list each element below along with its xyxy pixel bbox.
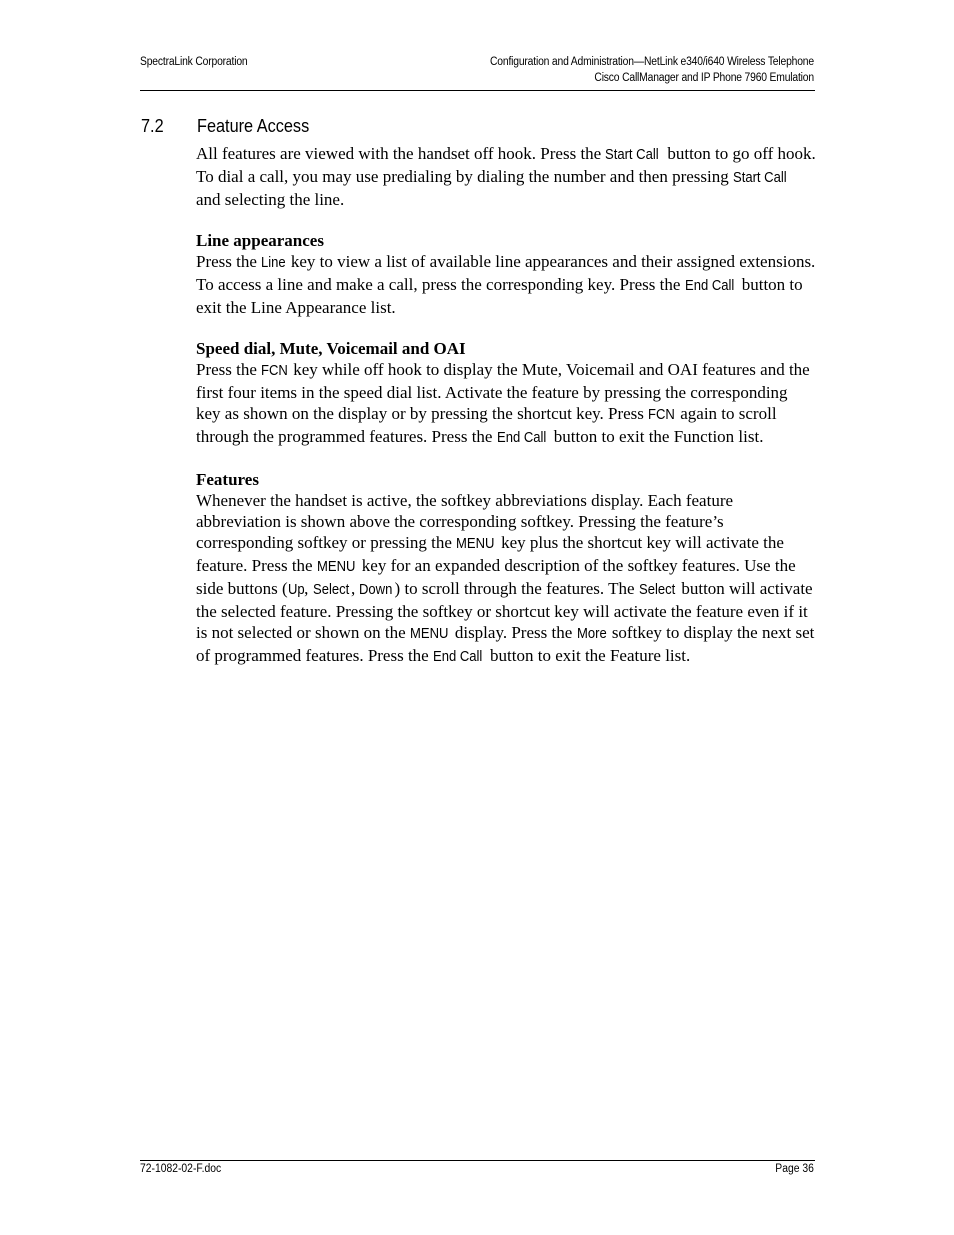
- text: key plus the shortcut key will activate the feature. Press the: [196, 533, 784, 575]
- key-name: Select: [312, 582, 349, 598]
- text: Whenever the handset is active, the softkey abbreviations display. Each feature abbreviation is shown above the corresponding softkey. Pressing the feature’s corresponding softkey or pressing the: [196, 491, 734, 552]
- text: ) to scroll through the features. The: [394, 579, 639, 598]
- section-body: [196, 143, 816, 688]
- header-title-line1: Configuration and Administration—NetLink e340/i640 Wireless Telephone: [490, 56, 814, 68]
- text: ,: [304, 579, 313, 598]
- key-name: Start Call: [733, 170, 787, 186]
- line-appearances-paragraph: [196, 230, 816, 318]
- text: ,: [350, 579, 360, 598]
- subheading-speed-dial: Speed dial, Mute, Voicemail and OAI: [196, 339, 466, 358]
- text: softkey to display the next set of programmed features. Press the: [196, 623, 815, 665]
- key-name: Start Call: [605, 147, 660, 163]
- header-rule: [140, 90, 815, 91]
- text: Press the: [196, 252, 262, 271]
- intro-paragraph: [196, 143, 816, 210]
- text: button to exit the Function list.: [549, 427, 764, 446]
- key-name: Up: [287, 582, 305, 598]
- key-name: End Call: [432, 649, 483, 665]
- footer-doc-id: 72-1082-02-F.doc: [140, 1163, 222, 1175]
- text: button to go off hook. To dial a call, you may use predialing by dialing the number and then pressing: [196, 144, 816, 186]
- key-name: MENU: [456, 536, 495, 552]
- header-company: SpectraLink Corporation: [140, 56, 248, 68]
- footer-rule: [140, 1160, 815, 1161]
- subheading-features: Features: [196, 470, 259, 489]
- section-title: Feature Access: [197, 115, 310, 136]
- text: Press the: [196, 360, 262, 379]
- footer-page-number: Page 36: [775, 1163, 814, 1175]
- key-name: End Call: [496, 430, 547, 446]
- text: key for an expanded description of the softkey features. Use the side buttons (: [196, 556, 796, 598]
- text: button will activate the selected feature. Pressing the softkey or shortcut key will activate the feature even if it is not selected or shown on the: [196, 579, 813, 642]
- text: again to scroll through the programmed features. Press the: [196, 404, 777, 446]
- text: All features are viewed with the handset off hook. Press the: [196, 144, 606, 163]
- key-name: MENU: [409, 626, 449, 642]
- key-name: More: [576, 626, 607, 642]
- subheading-line-appearances: Line appearances: [196, 231, 324, 250]
- speed-dial-paragraph: [196, 338, 816, 449]
- text: button to exit the Line Appearance list.: [196, 275, 803, 317]
- key-name: Select: [638, 582, 676, 598]
- key-name: FCN: [261, 363, 289, 379]
- features-paragraph: [196, 469, 816, 668]
- section-number: 7.2: [141, 115, 164, 136]
- text: display. Press the: [450, 623, 577, 642]
- key-name: FCN: [648, 407, 676, 423]
- key-name: MENU: [316, 559, 356, 575]
- text: key while off hook to display the Mute, Voicemail and OAI features and the first four items in the speed dial list. Activate the feature by pressing the corresponding key as shown on the display or by pressing the shortcut key. Press: [196, 360, 810, 423]
- text: and selecting the line.: [196, 190, 345, 209]
- key-name: Down: [359, 582, 393, 598]
- key-name: End Call: [684, 278, 734, 294]
- key-name: Line: [261, 255, 286, 271]
- text: key to view a list of available line appearances and their assigned extensions. To access a line and make a call, press the corresponding key. Press the: [196, 252, 816, 294]
- text: button to exit the Feature list.: [485, 646, 691, 665]
- header-title-line2: Cisco CallManager and IP Phone 7960 Emulation: [594, 72, 814, 84]
